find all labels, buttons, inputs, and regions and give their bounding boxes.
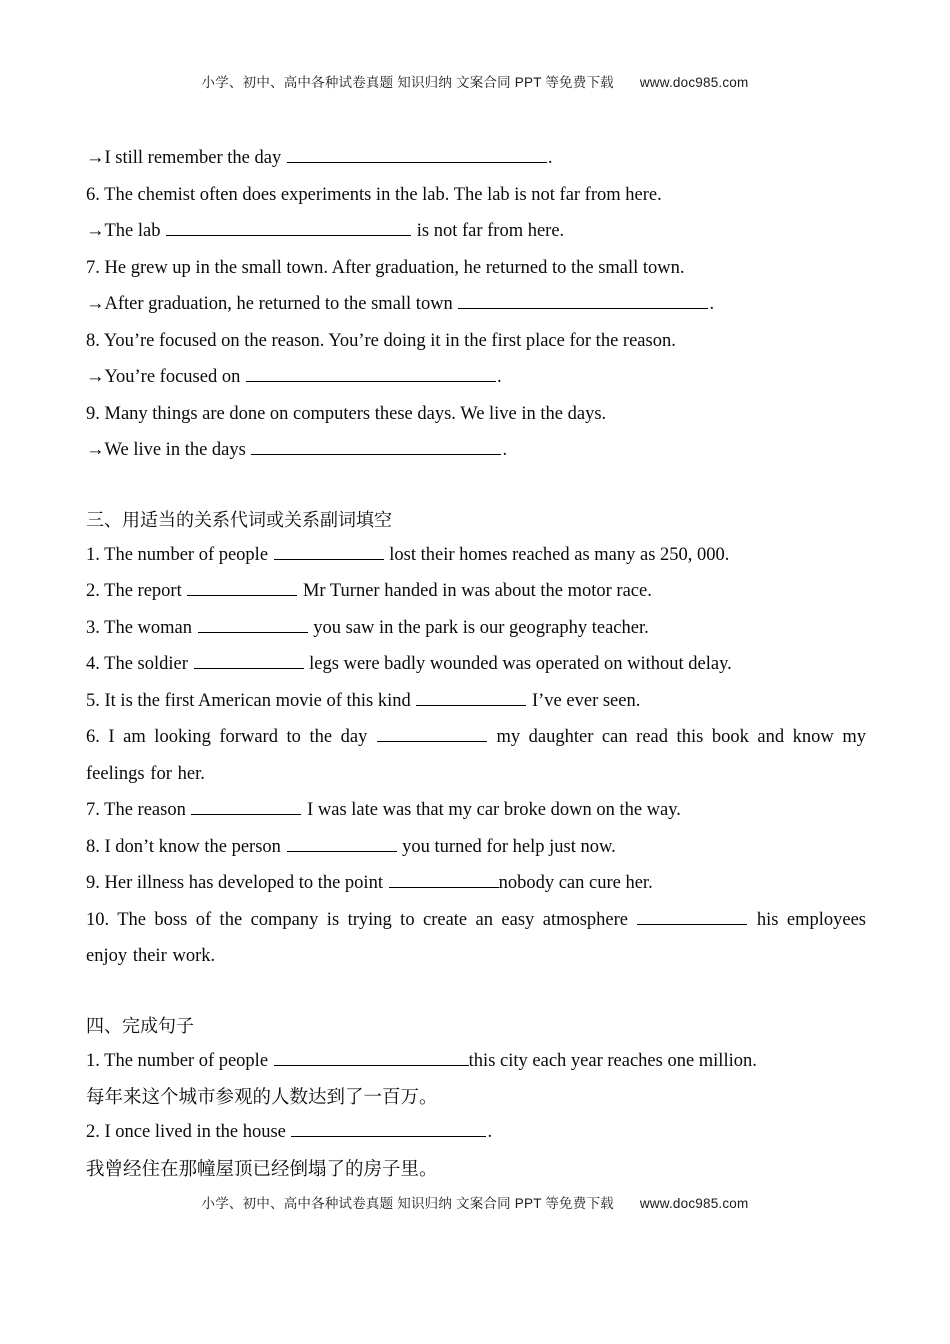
item-suffix: legs were badly wounded was operated on without delay. <box>304 654 732 674</box>
section-four-item-1-translation: 每年来这个城市参观的人数达到了一百万。 <box>86 1086 438 1107</box>
answer-blank[interactable] <box>287 144 547 163</box>
exercise-line-9-answer <box>86 432 866 469</box>
section-three-item-5 <box>86 683 866 720</box>
answer-blank[interactable] <box>198 614 308 633</box>
item-suffix: nobody can cure her. <box>498 873 653 893</box>
answer-blank[interactable] <box>377 723 487 742</box>
item-suffix: I’ve ever seen. <box>527 690 641 711</box>
section-three-item-2 <box>86 573 866 610</box>
item-prefix: 5. It is the first American movie of this kind <box>86 690 416 711</box>
section-three-item-9 <box>86 865 866 902</box>
item-suffix: lost their homes reached as many as 250, 000. <box>384 544 730 565</box>
section-gap <box>86 469 866 503</box>
answer-blank[interactable] <box>246 363 496 382</box>
item-prefix: 2. I once lived in the house <box>86 1122 291 1142</box>
header-watermark-text: 小学、初中、高中各种试卷真题 知识归纳 文案合同 PPT 等免费下载 <box>201 75 614 90</box>
item-prefix: 1. The number of people <box>86 1050 273 1071</box>
answer-blank[interactable] <box>191 796 301 815</box>
answer-blank[interactable] <box>166 217 411 236</box>
section-three-heading: 三、用适当的关系代词或关系副词填空 <box>86 509 392 530</box>
exercise-line-8-stem: 8. You’re focused on the reason. You’re doing it in the first place for the reason. <box>86 330 676 351</box>
item-suffix: my daughter can read this book and know my feelings for her. <box>86 727 866 784</box>
exercise-5-answer-prefix: →I still remember the day <box>86 148 286 168</box>
item-suffix: his employees enjoy their work. <box>86 909 866 966</box>
item-prefix: 6. I am looking forward to the day <box>86 727 376 747</box>
item-prefix: 8. I don’t know the person <box>86 836 286 857</box>
item-prefix: 9. Her illness has developed to the point <box>86 873 388 893</box>
answer-blank[interactable] <box>274 1047 469 1066</box>
answer-blank[interactable] <box>389 869 499 888</box>
header-watermark-url: www.doc985.com <box>639 75 749 90</box>
section-three-item-3 <box>86 610 866 647</box>
exercise-8-answer-suffix: . <box>496 367 502 387</box>
answer-blank[interactable] <box>458 290 708 309</box>
header-watermark <box>0 71 950 91</box>
footer-watermark <box>0 1192 950 1212</box>
footer-watermark-text: 小学、初中、高中各种试卷真题 知识归纳 文案合同 PPT 等免费下载 <box>201 1196 614 1211</box>
item-prefix: 10. The boss of the company is trying to create an easy atmosphere <box>86 909 637 930</box>
exercise-line-5-answer <box>86 140 866 177</box>
exercise-7-answer-prefix: →After graduation, he returned to the small town <box>86 294 458 314</box>
exercise-line-6-stem: 6. The chemist often does experiments in the lab. The lab is not far from here. <box>86 184 662 205</box>
section-four-item-2-translation: 我曾经住在那幢屋顶已经倒塌了的房子里。 <box>86 1157 438 1179</box>
footer-watermark-url: www.doc985.com <box>639 1196 749 1211</box>
section-four-heading: 四、完成句子 <box>86 1015 194 1036</box>
exercise-line-9-stem: 9. Many things are done on computers these days. We live in the days. <box>86 403 607 424</box>
item-prefix: 7. The reason <box>86 800 191 820</box>
answer-blank[interactable] <box>637 906 747 925</box>
item-prefix: 2. The report <box>86 581 187 601</box>
section-three-item-6 <box>86 719 866 792</box>
exercise-8-answer-prefix: →You’re focused on <box>86 367 245 387</box>
exercise-7-answer-suffix: . <box>709 294 715 314</box>
answer-blank[interactable] <box>416 687 526 706</box>
item-suffix: Mr Turner handed in was about the motor race. <box>298 581 652 601</box>
item-suffix: this city each year reaches one million. <box>468 1050 757 1071</box>
item-suffix: I was late was that my car broke down on the way. <box>302 800 681 820</box>
exercise-6-answer-suffix: is not far from here. <box>412 221 565 241</box>
exercise-6-answer-prefix: →The lab <box>86 221 166 241</box>
item-prefix: 3. The woman <box>86 617 197 638</box>
exercise-5-answer-suffix: . <box>547 148 553 168</box>
item-suffix: you turned for help just now. <box>397 836 616 857</box>
section-three-item-1 <box>86 537 866 574</box>
exercise-line-7-answer <box>86 286 866 323</box>
answer-blank[interactable] <box>287 833 397 852</box>
exercise-line-8-answer <box>86 359 866 396</box>
answer-blank[interactable] <box>187 577 297 596</box>
document-body <box>86 140 866 1186</box>
exercise-9-answer-suffix: . <box>502 440 508 460</box>
exercise-line-6-answer <box>86 213 866 250</box>
answer-blank[interactable] <box>251 436 501 455</box>
item-prefix: 4. The soldier <box>86 654 193 674</box>
item-suffix: you saw in the park is our geography teacher. <box>308 617 649 638</box>
section-three-item-8 <box>86 829 866 866</box>
exercise-line-7-stem: 7. He grew up in the small town. After graduation, he returned to the small town. <box>86 257 685 278</box>
section-three-item-4 <box>86 646 866 683</box>
item-prefix: 1. The number of people <box>86 544 273 565</box>
section-gap <box>86 975 866 1009</box>
item-suffix: . <box>487 1122 493 1142</box>
section-three-item-7 <box>86 792 866 829</box>
answer-blank[interactable] <box>194 650 304 669</box>
section-four-item-1 <box>86 1043 866 1080</box>
section-three-item-10 <box>86 902 866 975</box>
answer-blank[interactable] <box>291 1118 486 1137</box>
answer-blank[interactable] <box>274 541 384 560</box>
section-four-item-2 <box>86 1114 866 1151</box>
exercise-9-answer-prefix: →We live in the days <box>86 440 251 460</box>
